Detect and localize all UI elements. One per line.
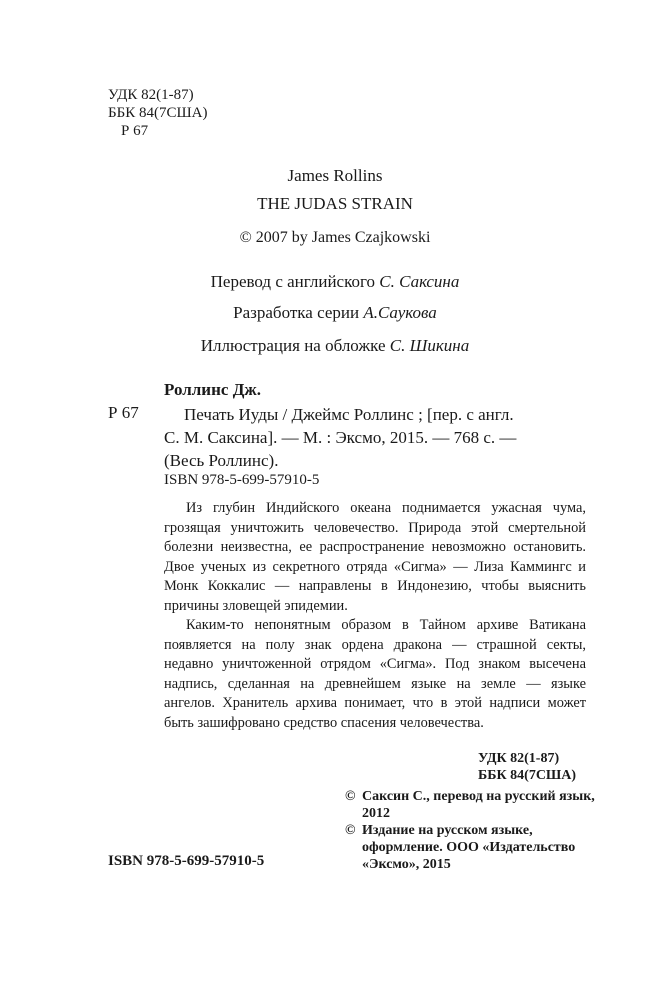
isbn-top: ISBN 978-5-699-57910-5 <box>164 472 320 488</box>
copyright-symbol: © <box>345 823 356 838</box>
bibliographic-author: Роллинс Дж. <box>164 380 261 399</box>
credit-name: А.Саукова <box>363 303 437 322</box>
rights-block <box>345 788 605 873</box>
annotation <box>164 499 586 733</box>
bbk-code: ББК 84(7США) <box>108 105 208 121</box>
original-author: James Rollins <box>287 166 383 185</box>
annotation-classification <box>478 750 576 784</box>
author-mark: Р 67 <box>121 123 149 139</box>
credit-label: Перевод с английского <box>210 272 376 291</box>
annotation-udk: УДК 82(1-87) <box>478 751 560 766</box>
credit-label: Иллюстрация на обложке <box>200 336 386 355</box>
credit-name: С. Саксина <box>379 272 460 291</box>
original-title: THE JUDAS STRAIN <box>257 194 413 213</box>
original-copyright: © 2007 by James Czajkowski <box>239 229 431 246</box>
rights-item <box>345 788 605 822</box>
credit-series-design <box>0 303 670 323</box>
copyright-symbol: © <box>345 789 356 804</box>
description-line: (Весь Роллинс). <box>164 451 279 470</box>
classification-block <box>108 86 207 140</box>
rights-text: Издание на русском языке, оформление. ООО «Издательство «Эксмо», 2015 <box>362 823 576 872</box>
annotation-paragraph: Из глубин Индийского океана поднимается ужасная чума, грозящая уничтожить человечество. Природа этой смертельной болезни неизвестна, ее распространение невозможно остановить. Двое ученых из секретного отряда «Сигма» — Лиза Каммингс и Монк Коккалис — направлены в Индонезию, чтобы выяснить причины зловещей эпидемии. <box>164 500 586 614</box>
credit-label: Разработка серии <box>233 303 360 322</box>
udk-code: УДК 82(1-87) <box>108 87 194 103</box>
bibliographic-index: Р 67 <box>108 403 139 422</box>
annotation-bbk: ББК 84(7США) <box>478 768 577 783</box>
isbn-bottom: ISBN 978-5-699-57910-5 <box>108 853 265 869</box>
description-line: С. М. Саксина]. — М. : Эксмо, 2015. — 768 с. — <box>164 428 517 447</box>
description-line: Печать Иуды / Джеймс Роллинс ; [пер. с англ. <box>184 405 514 424</box>
credit-name: С. Шикина <box>389 336 470 355</box>
rights-text: Саксин С., перевод на русский язык, 2012 <box>362 789 595 821</box>
credit-cover-illustration <box>0 336 670 356</box>
annotation-paragraph: Каким-то непонятным образом в Тайном архиве Ватикана появляется на полу знак ордена дракона — страшной секты, недавно уничтоженной отрядом «Сигма». Под знаком высечена надпись, сделанная на древнейшем языке на земле — языке ангелов. Хранитель архива понимает, что в этой надписи может быть зашифровано средство спасения человечества. <box>164 617 586 731</box>
rights-item <box>345 822 605 873</box>
credit-translation <box>0 272 670 292</box>
bibliographic-description <box>164 403 584 472</box>
